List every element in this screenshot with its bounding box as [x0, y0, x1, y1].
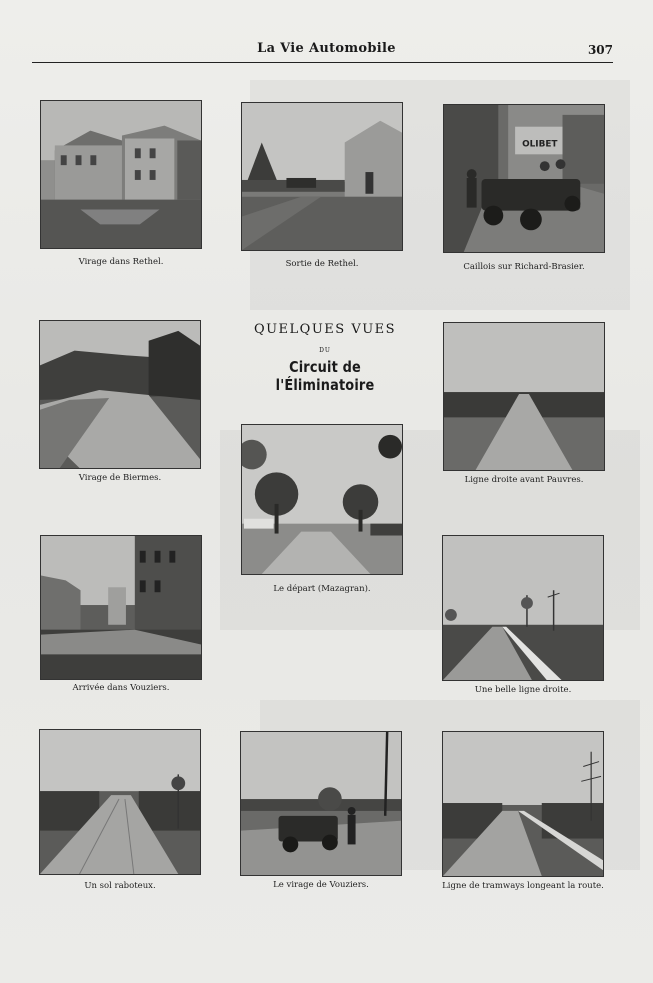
center-title-line3: Circuit de l'Éliminatoire: [275, 358, 375, 394]
page-number: 307: [587, 43, 613, 57]
photo-sortie-rethel: [241, 102, 403, 251]
caption-depart-mazagran: Le départ (Mazagran).: [273, 584, 371, 594]
photo-caillois-richard-brasier: [443, 104, 605, 253]
photo-belle-ligne-droite: [442, 535, 604, 681]
caption-sol-raboteux: Un sol raboteux.: [84, 881, 156, 891]
photo-virage-vouziers: [240, 731, 402, 876]
caption-virage-rethel: Virage dans Rethel.: [78, 257, 164, 267]
photo-sol-raboteux: [39, 729, 201, 875]
photo-ligne-droite-pauvres: [443, 322, 605, 471]
photo-virage-rethel: [40, 100, 202, 249]
caption-belle-ligne-droite: Une belle ligne droite.: [474, 685, 572, 695]
page-header-title: La Vie Automobile: [257, 41, 396, 56]
photo-ligne-tramways: [442, 731, 604, 877]
caption-virage-vouziers: Le virage de Vouziers.: [273, 880, 369, 890]
photo-virage-biermes: [39, 320, 201, 469]
caption-arrivee-vouziers: Arrivée dans Vouziers.: [72, 683, 170, 693]
caption-sortie-rethel: Sortie de Rethel.: [285, 259, 359, 269]
caption-caillois-richard-brasier: Caillois sur Richard-Brasier.: [463, 262, 585, 272]
header-rule: [32, 62, 613, 63]
caption-ligne-tramways: Ligne de tramways longeant la route.: [442, 881, 604, 891]
caption-ligne-droite-pauvres: Ligne droite avant Pauvres.: [464, 475, 584, 485]
photo-arrivee-vouziers: [40, 535, 202, 680]
center-title-line2: DU: [319, 347, 331, 354]
caption-virage-biermes: Virage de Biermes.: [78, 473, 162, 483]
center-title-block: [230, 322, 420, 394]
center-title-line1: QUELQUES VUES: [253, 322, 397, 337]
photo-depart-mazagran: [241, 424, 403, 575]
olibet-sign: OLIBET: [522, 139, 558, 150]
